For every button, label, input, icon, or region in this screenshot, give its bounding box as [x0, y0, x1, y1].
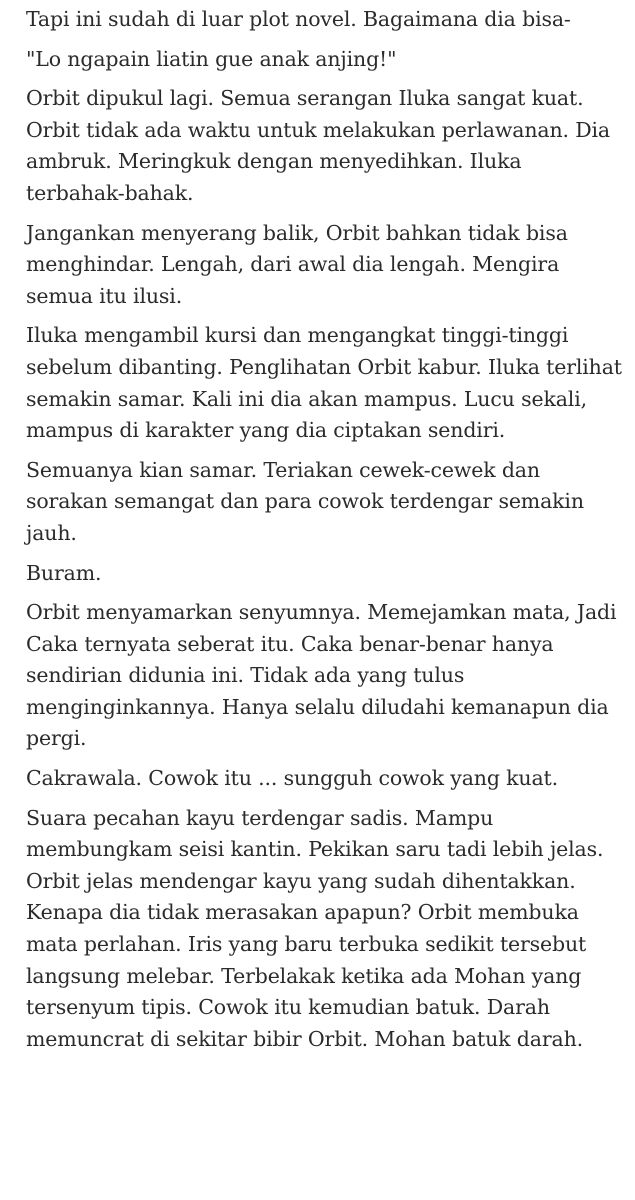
paragraph: Buram.: [26, 560, 102, 585]
paragraph: Suara pecahan kayu terdengar sadis. Mampu membungkam seisi kantin. Pekikan saru tadi lebih jelas. Orbit jelas mendengar kayu yang sudah dihentakkan. Kenapa dia tidak merasakan apapun? Orbit membuka mata perlahan. Iris yang baru terbuka sedikit tersebut langsung melebar. Terbelakak ketika ada Mohan yang tersenyum tipis. Cowok itu kemudian batuk. Darah memuncrat di sekitar bibir Orbit. Mohan batuk darah.: [26, 805, 604, 1051]
paragraph: Orbit dipukul lagi. Semua serangan Iluka sangat kuat. Orbit tidak ada waktu untuk melakukan perlawanan. Dia ambruk. Meringkuk dengan menyedihkan. Iluka terbahak-bahak.: [26, 86, 610, 205]
paragraph: Tapi ini sudah di luar plot novel. Bagaimana dia bisa-: [26, 7, 571, 31]
paragraph: Orbit menyamarkan senyumnya. Memejamkan mata, Jadi Caka ternyata seberat itu. Caka benar-benar hanya sendirian didunia ini. Tidak ada yang tulus menginginkannya. Hanya selalu diludahi kemanapun dia pergi.: [26, 600, 617, 751]
paragraph: Semuanya kian samar. Teriakan cewek-cewek dan sorakan semangat dan para cowok terdengar semakin jauh.: [26, 457, 584, 545]
paragraph: Jangankan menyerang balik, Orbit bahkan tidak bisa menghindar. Lengah, dari awal dia lengah. Mengira semua itu ilusi.: [26, 220, 568, 308]
paragraph: "Lo ngapain liatin gue anak anjing!": [26, 46, 397, 71]
paragraph: Iluka mengambil kursi dan mengangkat tinggi-tinggi sebelum dibanting. Penglihatan Orbit kabur. Iluka terlihat semakin samar. Kali ini dia akan mampus. Lucu sekali, mampus di karakter yang dia ciptakan sendiri.: [26, 323, 622, 443]
paragraph: Cakrawala. Cowok itu ... sungguh cowok yang kuat.: [26, 766, 559, 791]
